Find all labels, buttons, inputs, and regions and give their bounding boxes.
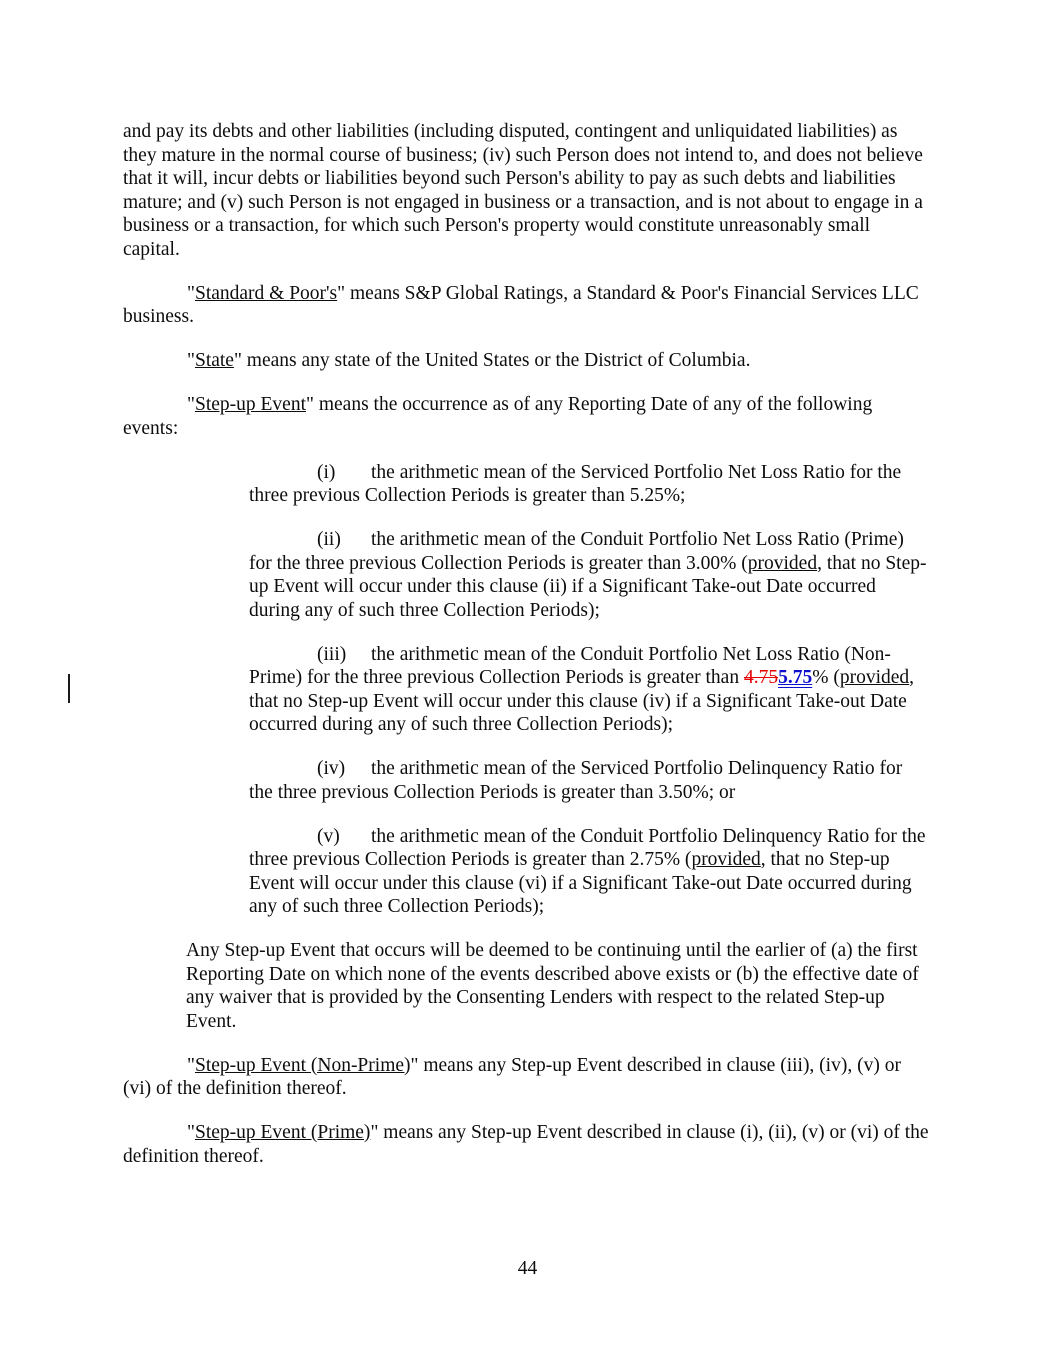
clause-text: the arithmetic mean of the Conduit Portfolio Net Loss Ratio (Prime) for the three previous Collection Periods is greater than 3.00% ( — [249, 529, 904, 574]
deleted-value: 4.75 — [743, 667, 779, 688]
definition-text: " means the occurrence as of any Reporting Date of any of the following events: — [123, 394, 873, 439]
clause-text: , that no Step-up Event will occur under this clause (ii) if a Significant Take-out Date occurred during any of such three Collection Periods); — [249, 552, 927, 621]
clause-text: the arithmetic mean of the Serviced Portfolio Delinquency Ratio for the three previous Collection Periods is greater than 3.50%; or — [249, 758, 903, 803]
paragraph-continuing: Any Step-up Event that occurs will be deemed to be continuing until the earlier of (a) the first Reporting Date on which none of the events described above exists or (b) the effective date of any waiver that is provided by the Consenting Lenders with respect to the related Step-up Event. — [186, 940, 919, 1032]
definition-state — [123, 349, 930, 373]
provided-term: provided — [839, 667, 910, 688]
clause-i — [249, 461, 930, 508]
page-number: 44 — [517, 1258, 538, 1279]
clause-number: (ii) — [317, 529, 341, 550]
clause-number: (iii) — [317, 643, 347, 665]
clause-iv — [249, 757, 930, 804]
definition-text: " means S&P Global Ratings, a Standard & Poor's Financial Services LLC business. — [123, 282, 919, 327]
paragraph-solvency-continuation: and pay its debts and other liabilities (including disputed, contingent and unliquidated liabilities) as they mature in the normal course of business; (iv) such Person does not intend to, and does not believe that it will, incur debts or liabilities beyond such Person's ability to pay as such debts and liabilities mature; and (v) such Person is not engaged in business or a transaction, and is not about to engage in a business or a transaction, for which such Person's property would constitute unreasonably small capital. — [123, 121, 923, 260]
definition-text: " means any Step-up Event described in clause (i), (ii), (v) or (vi) of the definition thereof. — [123, 1122, 929, 1167]
open-quote: " — [187, 350, 195, 371]
defined-term-step-up-event-prime: Step-up Event (Prime) — [194, 1122, 371, 1143]
definition-step-up-event-prime — [123, 1121, 930, 1168]
definition-text: " means any Step-up Event described in clause (iii), (iv), (v) or (vi) of the definition thereof. — [123, 1054, 901, 1099]
document-body — [123, 120, 930, 1168]
defined-term-step-up-event-non-prime: Step-up Event (Non-Prime) — [194, 1054, 411, 1076]
open-quote: " — [187, 1122, 195, 1143]
provided-term: provided — [691, 849, 761, 870]
clause-v — [249, 825, 930, 919]
definition-step-up-event — [123, 393, 930, 440]
clause-iii — [249, 643, 930, 737]
clause-ii — [249, 528, 930, 622]
clause-number: (i) — [317, 461, 336, 483]
clause-text: the arithmetic mean of the Conduit Portfolio Net Loss Ratio (Non-Prime) for the three previous Collection Periods is greater than — [249, 643, 891, 688]
definition-standard-and-poors — [123, 282, 930, 329]
clause-text: the arithmetic mean of the Conduit Portfolio Delinquency Ratio for the three previous Collection Periods is greater than 2.75% ( — [249, 825, 926, 870]
defined-term-state: State — [194, 350, 234, 371]
defined-term-standard-and-poors: Standard & Poor's — [194, 282, 338, 304]
definition-text: " means any state of the United States or the District of Columbia. — [233, 350, 751, 371]
change-bar — [68, 674, 70, 703]
defined-term-step-up-event: Step-up Event — [194, 394, 306, 415]
clause-text: the arithmetic mean of the Serviced Portfolio Net Loss Ratio for the three previous Collection Periods is greater than 5.25%; — [249, 461, 902, 506]
clause-text: , that no Step-up Event will occur under this clause (vi) if a Significant Take-out Date occurred during any of such three Collection Periods); — [249, 849, 912, 917]
definition-step-up-event-non-prime — [123, 1054, 930, 1101]
open-quote: " — [187, 1054, 195, 1076]
clause-number: (v) — [317, 825, 340, 847]
inserted-value: 5.75 — [778, 667, 813, 688]
clause-text: % ( — [812, 667, 840, 688]
clause-text: , that no Step-up Event will occur under this clause (iv) if a Significant Take-out Date occurred during any of such three Collection Periods); — [249, 667, 915, 735]
provided-term: provided — [747, 552, 818, 574]
clause-number: (iv) — [317, 758, 346, 779]
open-quote: " — [187, 282, 195, 304]
open-quote: " — [187, 394, 195, 415]
